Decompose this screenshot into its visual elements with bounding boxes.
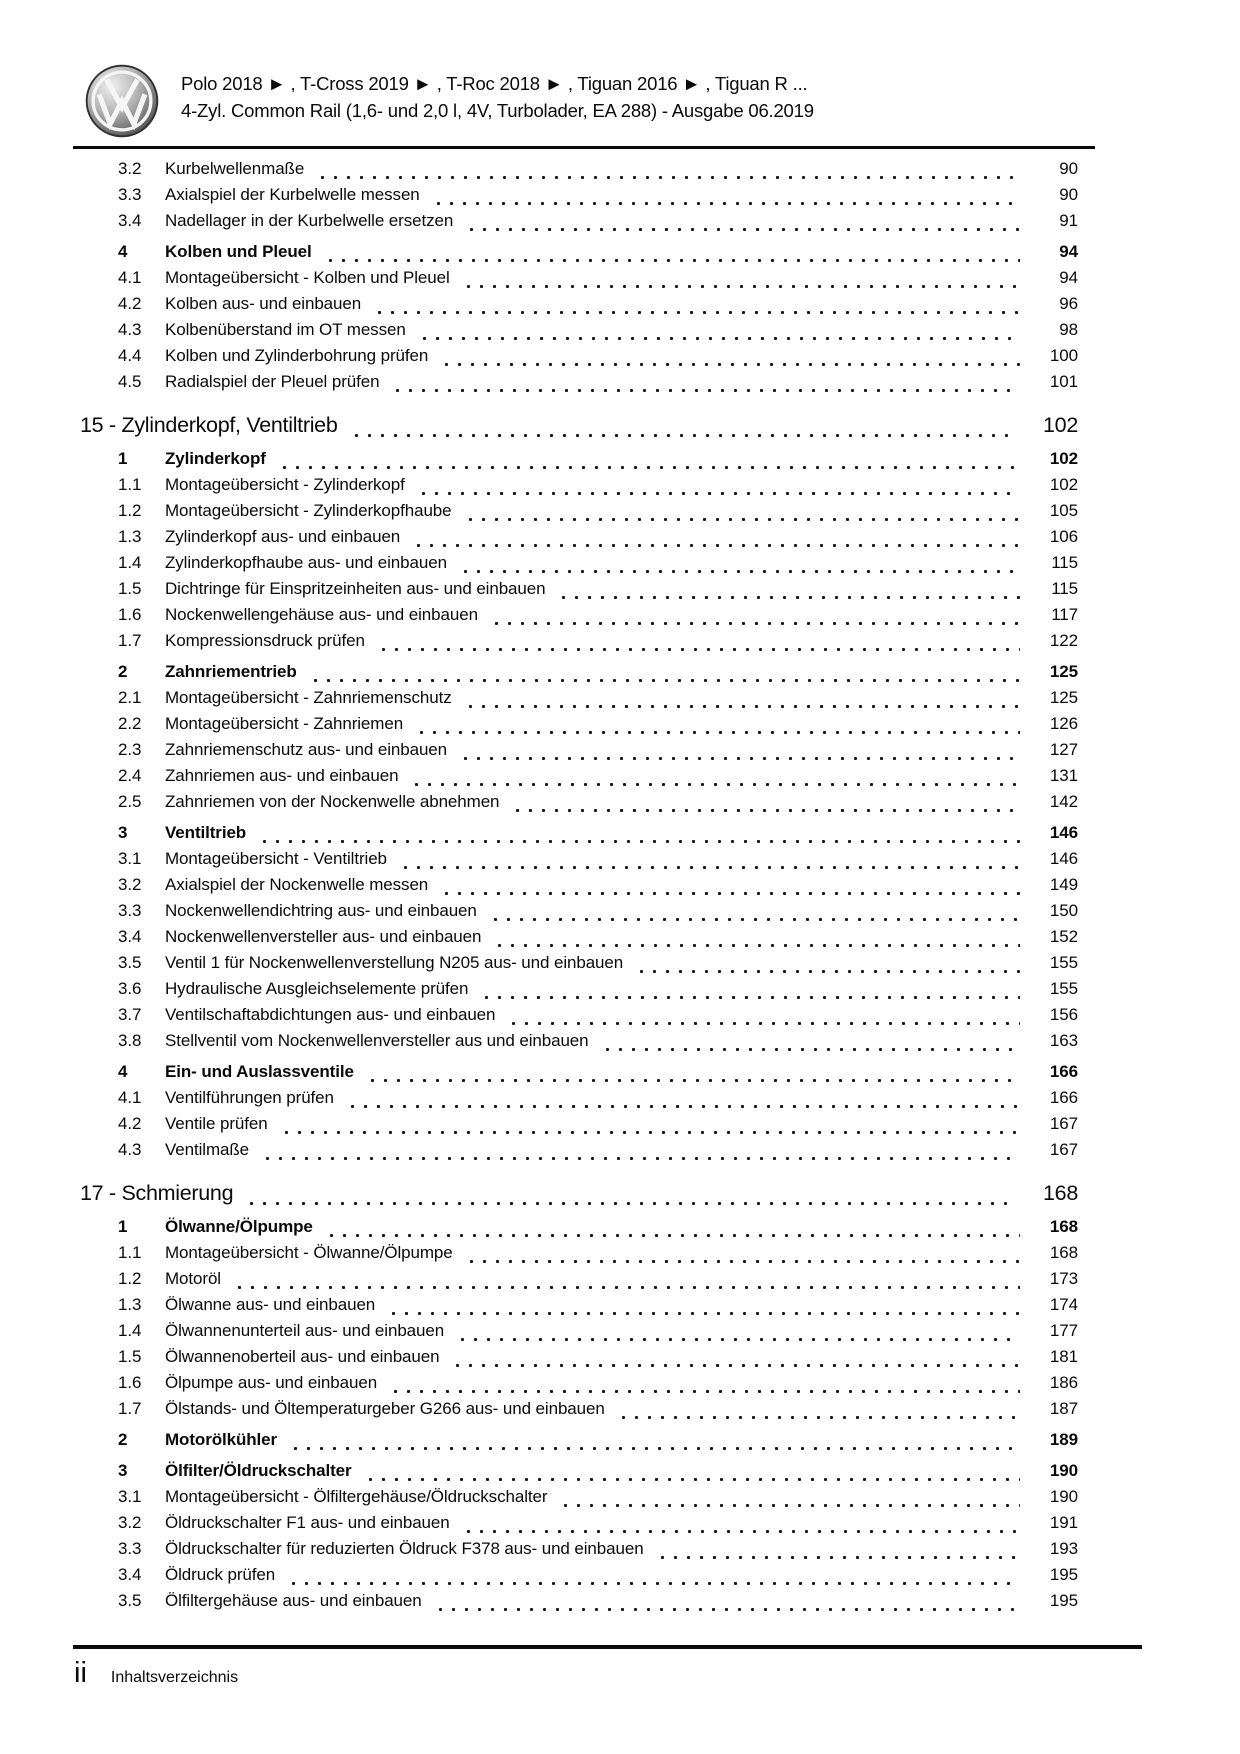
- toc-chapter-row: [80, 410, 1078, 441]
- toc-entry-page-number: 152: [1049, 927, 1078, 946]
- toc-entry: [118, 628, 1078, 654]
- toc-entry-number: 1.6: [118, 1373, 142, 1392]
- header-engine-line: 4-Zyl. Common Rail (1,6- und 2,0 l, 4V, Turbolader, EA 288) - Ausgabe 06.2019: [181, 100, 814, 121]
- toc-entry-title: Ventil 1 für Nockenwellenverstellung N205 aus- und einbauen: [165, 953, 624, 972]
- dot-leader: [440, 363, 1020, 366]
- dot-leader: [387, 1312, 1020, 1315]
- toc-entry-number: 4.3: [118, 320, 142, 339]
- toc-entry-title: Ölwanne/Ölpumpe: [165, 1217, 313, 1236]
- toc-entry-title: Ventiltrieb: [165, 823, 247, 842]
- header-model-line: Polo 2018 ► , T-Cross 2019 ► , T-Roc 2018 ► , Tiguan 2016 ► , Tiguan R ...: [181, 73, 808, 94]
- toc-entry-number: 3.8: [118, 1031, 142, 1050]
- dot-leader: [258, 840, 1020, 843]
- toc-entry-page-number: 126: [1049, 714, 1078, 733]
- toc-entry-number: 2.2: [118, 714, 142, 733]
- toc-entry-number: 3.7: [118, 1005, 142, 1024]
- dot-leader: [324, 259, 1020, 262]
- dot-leader: [346, 1105, 1020, 1108]
- toc-entry-title: Kompressionsdruck prüfen: [165, 631, 365, 650]
- toc-entry-title: Zylinderkopfhaube aus- und einbauen: [165, 553, 447, 572]
- toc-entry-number: 3.2: [118, 159, 142, 178]
- toc-entry-title: Zylinderkopf aus- und einbauen: [165, 527, 401, 546]
- toc-entry-page-number: 106: [1049, 527, 1078, 546]
- toc-entry-number: 3.1: [118, 849, 142, 868]
- toc-entry-number: 3: [118, 1461, 128, 1480]
- toc-entry-page-number: 156: [1049, 1005, 1078, 1024]
- dot-leader: [289, 1447, 1020, 1450]
- toc-entry-number: 1: [118, 1217, 128, 1236]
- toc-entry: [118, 1085, 1078, 1111]
- dot-leader: [462, 1530, 1020, 1533]
- toc-entry-number: 2: [118, 662, 128, 681]
- toc-entry-title: Montageübersicht - Zylinderkopf: [165, 475, 405, 494]
- toc-entry-title: Motorölkühler: [165, 1430, 278, 1449]
- toc-entry-page-number: 187: [1049, 1399, 1078, 1418]
- toc-entry-number: 3.5: [118, 953, 142, 972]
- toc-entry-title: Ölwannenoberteil aus- und einbauen: [165, 1347, 440, 1366]
- toc-entry-page-number: 195: [1049, 1591, 1078, 1610]
- dot-leader: [410, 783, 1020, 786]
- toc-entry-number: 1.4: [118, 553, 142, 572]
- toc-entry: [118, 182, 1078, 208]
- toc-entry-page-number: 181: [1049, 1347, 1078, 1366]
- dot-leader: [415, 731, 1020, 734]
- toc-entry-title: Montageübersicht - Zahnriemenschutz: [165, 688, 452, 707]
- toc-chapter-title: 17 - Schmierung: [80, 1181, 234, 1205]
- toc-entry: [118, 1111, 1078, 1137]
- toc-entry-page-number: 146: [1049, 823, 1078, 842]
- toc-entry: [118, 1484, 1078, 1510]
- toc-entry-page-number: 91: [1059, 211, 1078, 230]
- dot-leader: [316, 176, 1020, 179]
- toc-entry-number: 1.3: [118, 1295, 142, 1314]
- toc-entry: [118, 1214, 1078, 1240]
- toc-entry: [118, 898, 1078, 924]
- dot-leader: [511, 809, 1020, 812]
- toc-entry: [118, 1266, 1078, 1292]
- toc-entry: [118, 1059, 1078, 1085]
- toc-entry: [118, 343, 1078, 369]
- toc-entry-title: Ölpumpe aus- und einbauen: [165, 1373, 378, 1392]
- dot-leader: [462, 285, 1020, 288]
- toc-entry-number: 4.5: [118, 372, 142, 391]
- toc-entry: [118, 789, 1078, 815]
- toc-entry: [118, 576, 1078, 602]
- toc-entry: [118, 1536, 1078, 1562]
- toc-entry: [118, 602, 1078, 628]
- toc-entry-title: Montageübersicht - Ölwanne/Ölpumpe: [165, 1243, 453, 1262]
- dot-leader: [489, 918, 1020, 921]
- toc-entry-number: 3.3: [118, 901, 142, 920]
- dot-leader: [373, 311, 1020, 314]
- toc-entry-number: 4: [118, 1062, 128, 1081]
- dot-leader: [280, 1131, 1020, 1134]
- toc-entry: [118, 239, 1078, 265]
- toc-entry: [118, 763, 1078, 789]
- toc-entry-title: Montageübersicht - Kolben und Pleuel: [165, 268, 450, 287]
- toc-entry-title: Ölfilter/Öldruckschalter: [165, 1461, 352, 1480]
- toc-entry: [118, 524, 1078, 550]
- toc-entry-page-number: 122: [1049, 631, 1078, 650]
- toc-entry-number: 3.1: [118, 1487, 142, 1506]
- dot-leader: [399, 866, 1020, 869]
- toc-entry-number: 4: [118, 242, 128, 261]
- toc-entry-page-number: 155: [1049, 979, 1078, 998]
- toc-entry-title: Montageübersicht - Ölfiltergehäuse/Öldruckschalter: [165, 1487, 548, 1506]
- toc-entry-title: Ein- und Auslassventile: [165, 1062, 354, 1081]
- toc-entry-page-number: 146: [1049, 849, 1078, 868]
- toc-entry-number: 1.6: [118, 605, 142, 624]
- toc-entry: [118, 1588, 1078, 1614]
- toc-chapter-page-number: 102: [1043, 413, 1078, 437]
- toc-entry-title: Axialspiel der Nockenwelle messen: [165, 875, 429, 894]
- toc-entry: [118, 1458, 1078, 1484]
- dot-leader: [465, 1260, 1020, 1263]
- toc-entry-title: Radialspiel der Pleuel prüfen: [165, 372, 380, 391]
- toc-entry-title: Kolbenüberstand im OT messen: [165, 320, 406, 339]
- toc-entry-page-number: 127: [1049, 740, 1078, 759]
- toc-entry-number: 4.2: [118, 1114, 142, 1133]
- dot-leader: [464, 705, 1020, 708]
- toc-entry: [118, 208, 1078, 234]
- toc-entry-title: Montageübersicht - Ventiltrieb: [165, 849, 387, 868]
- toc-entry-page-number: 142: [1049, 792, 1078, 811]
- toc-entry: [118, 1002, 1078, 1028]
- toc-entry-title: Zahnriemenschutz aus- und einbauen: [165, 740, 448, 759]
- toc-entry-page-number: 166: [1049, 1088, 1078, 1107]
- toc-entry-page-number: 191: [1049, 1513, 1078, 1532]
- toc-entry: [118, 1427, 1078, 1453]
- dot-leader: [233, 1286, 1020, 1289]
- toc-entry: [118, 1028, 1078, 1054]
- toc-entry-number: 1.1: [118, 475, 142, 494]
- toc-entry-title: Motoröl: [165, 1269, 221, 1288]
- toc-entry-page-number: 149: [1049, 875, 1078, 894]
- footer-section-label: Inhaltsverzeichnis: [110, 1669, 239, 1686]
- toc-entry-title: Ventilmaße: [165, 1140, 250, 1159]
- toc-entry: [118, 846, 1078, 872]
- toc-entry-number: 3.5: [118, 1591, 142, 1610]
- toc-entry-page-number: 195: [1049, 1565, 1078, 1584]
- dot-leader: [440, 892, 1020, 895]
- dot-leader: [617, 1416, 1020, 1419]
- toc-entry-title: Zahnriemen von der Nockenwelle abnehmen: [165, 792, 500, 811]
- toc-entry-page-number: 90: [1059, 159, 1078, 178]
- toc-entry: [118, 472, 1078, 498]
- toc-entry: [118, 446, 1078, 472]
- page-footer: [74, 1656, 238, 1690]
- toc-entry-page-number: 131: [1049, 766, 1078, 785]
- toc-entry-page-number: 101: [1049, 372, 1078, 391]
- toc-entry-title: Öldruckschalter F1 aus- und einbauen: [165, 1513, 450, 1532]
- toc-entry-number: 1.7: [118, 1399, 142, 1418]
- toc-entry: [118, 1510, 1078, 1536]
- toc-entry-number: 1.2: [118, 501, 142, 520]
- toc-entry-number: 4.2: [118, 294, 142, 313]
- toc-entry: [118, 1137, 1078, 1163]
- toc-entry: [118, 291, 1078, 317]
- toc-entry-title: Ventile prüfen: [165, 1114, 268, 1133]
- toc-entry: [118, 1240, 1078, 1266]
- toc-entry-page-number: 100: [1049, 346, 1078, 365]
- toc-entry-title: Nadellager in der Kurbelwelle ersetzen: [165, 211, 454, 230]
- dot-leader: [451, 1364, 1020, 1367]
- toc-entry-page-number: 102: [1049, 449, 1078, 468]
- toc-entry-number: 3.3: [118, 185, 142, 204]
- dot-leader: [417, 492, 1020, 495]
- toc-entry-title: Nockenwellengehäuse aus- und einbauen: [165, 605, 478, 624]
- toc-entry: [118, 872, 1078, 898]
- toc-entry: [118, 976, 1078, 1002]
- toc-entry-page-number: 125: [1049, 662, 1078, 681]
- toc-entry-number: 3.2: [118, 875, 142, 894]
- toc-entry-page-number: 167: [1049, 1114, 1078, 1133]
- dot-leader: [434, 1608, 1020, 1611]
- toc-entry-page-number: 193: [1049, 1539, 1078, 1558]
- toc-entry-title: Kurbelwellenmaße: [165, 159, 305, 178]
- toc-entry-title: Kolben aus- und einbauen: [165, 294, 362, 313]
- toc-entry-number: 2.5: [118, 792, 142, 811]
- toc-entry-title: Ölwannenunterteil aus- und einbauen: [165, 1321, 445, 1340]
- toc-entry-title: Axialspiel der Kurbelwelle messen: [165, 185, 420, 204]
- toc-entry: [118, 317, 1078, 343]
- toc-entry-title: Hydraulische Ausgleichselemente prüfen: [165, 979, 469, 998]
- toc-entry-number: 1.5: [118, 579, 142, 598]
- toc-entry-number: 4.3: [118, 1140, 142, 1159]
- toc-entry: [118, 1292, 1078, 1318]
- toc-entry: [118, 659, 1078, 685]
- toc-entry-title: Ölwanne aus- und einbauen: [165, 1295, 376, 1314]
- toc-entry-number: 3.4: [118, 927, 142, 946]
- vw-logo-icon: [85, 64, 159, 138]
- dot-leader: [601, 1048, 1020, 1051]
- toc-entry-number: 1.1: [118, 1243, 142, 1262]
- dot-leader: [656, 1556, 1020, 1559]
- toc-entry-number: 2.1: [118, 688, 142, 707]
- toc-entry-page-number: 186: [1049, 1373, 1078, 1392]
- toc-entry: [118, 156, 1078, 182]
- toc-entry-title: Ölfiltergehäuse aus- und einbauen: [165, 1591, 422, 1610]
- toc-entry-page-number: 163: [1049, 1031, 1078, 1050]
- dot-leader: [350, 434, 1017, 437]
- dot-leader: [389, 1390, 1020, 1393]
- toc-entry-title: Nockenwellendichtring aus- und einbauen: [165, 901, 477, 920]
- toc-entry-number: 4.1: [118, 1088, 142, 1107]
- header-divider: [73, 146, 1095, 149]
- dot-leader: [261, 1157, 1020, 1160]
- toc-entry-title: Kolben und Pleuel: [165, 242, 312, 261]
- toc-entry-title: Zahnriementrieb: [165, 662, 297, 681]
- toc-entry: [118, 1396, 1078, 1422]
- toc-entry-number: 1.7: [118, 631, 142, 650]
- toc-entry-number: 1.3: [118, 527, 142, 546]
- dot-leader: [309, 679, 1020, 682]
- toc-entry-number: 4.4: [118, 346, 142, 365]
- toc-entry-page-number: 167: [1049, 1140, 1078, 1159]
- toc-entry-number: 3.4: [118, 1565, 142, 1584]
- toc-entry-number: 2: [118, 1430, 128, 1449]
- dot-leader: [432, 202, 1020, 205]
- document-header: [85, 64, 814, 138]
- dot-leader: [278, 466, 1020, 469]
- dot-leader: [635, 970, 1020, 973]
- toc-entry: [118, 950, 1078, 976]
- toc-entry-number: 1: [118, 449, 128, 468]
- toc-entry-page-number: 115: [1051, 553, 1078, 572]
- toc-entry-number: 1.2: [118, 1269, 142, 1288]
- dot-leader: [364, 1478, 1020, 1481]
- toc-entry-title: Zylinderkopf: [165, 449, 266, 468]
- toc-entry-title: Zahnriemen aus- und einbauen: [165, 766, 399, 785]
- toc-entry-title: Ventilführungen prüfen: [165, 1088, 334, 1107]
- dot-leader: [459, 757, 1020, 760]
- toc-entry: [118, 1370, 1078, 1396]
- toc-entry-title: Ölstands- und Öltemperaturgeber G266 aus- und einbauen: [165, 1399, 605, 1418]
- toc-entry-number: 2.4: [118, 766, 142, 785]
- toc-entry-number: 1.4: [118, 1321, 142, 1340]
- dot-leader: [287, 1582, 1020, 1585]
- toc-entry-page-number: 189: [1049, 1430, 1078, 1449]
- dot-leader: [507, 1022, 1020, 1025]
- dot-leader: [412, 544, 1020, 547]
- toc-entry-page-number: 190: [1049, 1461, 1078, 1480]
- toc-entry-page-number: 115: [1051, 579, 1078, 598]
- toc-entry-title: Öldruckschalter für reduzierten Öldruck F378 aus- und einbauen: [165, 1539, 644, 1558]
- dot-leader: [490, 622, 1020, 625]
- toc-entry-page-number: 168: [1049, 1243, 1078, 1262]
- toc-entry-page-number: 117: [1051, 605, 1078, 624]
- toc-entry: [118, 1318, 1078, 1344]
- toc-entry: [118, 924, 1078, 950]
- toc-entry-page-number: 166: [1049, 1062, 1078, 1081]
- dot-leader: [325, 1234, 1020, 1237]
- toc-chapter-page-number: 168: [1043, 1181, 1078, 1205]
- toc-entry: [118, 498, 1078, 524]
- toc-chapter-row: [80, 1178, 1078, 1209]
- toc-entry-number: 3.4: [118, 211, 142, 230]
- toc-entry-title: Stellventil vom Nockenwellenversteller aus und einbauen: [165, 1031, 589, 1050]
- footer-divider: [73, 1645, 1142, 1649]
- toc-entry-page-number: 105: [1049, 501, 1078, 520]
- toc-entry-title: Ventilschaftabdichtungen aus- und einbauen: [165, 1005, 496, 1024]
- toc-entry-page-number: 168: [1049, 1217, 1078, 1236]
- toc-entry: [118, 550, 1078, 576]
- toc-entry-page-number: 173: [1049, 1269, 1078, 1288]
- toc-entry-number: 1.5: [118, 1347, 142, 1366]
- toc-entry: [118, 369, 1078, 395]
- toc-entry-number: 3.2: [118, 1513, 142, 1532]
- toc-entry: [118, 711, 1078, 737]
- dot-leader: [245, 1202, 1016, 1205]
- toc-entry-page-number: 94: [1059, 242, 1078, 261]
- footer-page-number: ii: [74, 1657, 87, 1689]
- dot-leader: [456, 1338, 1020, 1341]
- dot-leader: [493, 944, 1020, 947]
- toc-entry-number: 2.3: [118, 740, 142, 759]
- toc-entry-page-number: 94: [1059, 268, 1078, 287]
- toc-entry-page-number: 125: [1049, 688, 1078, 707]
- toc-entry-page-number: 190: [1049, 1487, 1078, 1506]
- dot-leader: [480, 996, 1020, 999]
- toc-entry: [118, 265, 1078, 291]
- dot-leader: [366, 1079, 1020, 1082]
- toc-entry-title: Kolben und Zylinderbohrung prüfen: [165, 346, 429, 365]
- toc-chapter-title: 15 - Zylinderkopf, Ventiltrieb: [80, 413, 338, 437]
- table-of-contents: [80, 156, 1078, 1614]
- toc-entry-number: 3: [118, 823, 128, 842]
- dot-leader: [391, 389, 1020, 392]
- toc-entry-page-number: 98: [1059, 320, 1078, 339]
- toc-entry-title: Montageübersicht - Zylinderkopfhaube: [165, 501, 452, 520]
- toc-entry-page-number: 177: [1049, 1321, 1078, 1340]
- toc-entry-number: 3.6: [118, 979, 142, 998]
- toc-entry-title: Dichtringe für Einspritzeinheiten aus- und einbauen: [165, 579, 546, 598]
- toc-entry-page-number: 174: [1049, 1295, 1078, 1314]
- toc-entry-title: Montageübersicht - Zahnriemen: [165, 714, 404, 733]
- toc-entry-page-number: 102: [1049, 475, 1078, 494]
- dot-leader: [559, 1504, 1020, 1507]
- toc-entry: [118, 1562, 1078, 1588]
- toc-entry-page-number: 150: [1049, 901, 1078, 920]
- toc-entry-title: Öldruck prüfen: [165, 1565, 276, 1584]
- dot-leader: [459, 570, 1020, 573]
- dot-leader: [557, 596, 1020, 599]
- toc-entry-page-number: 96: [1059, 294, 1078, 313]
- toc-entry: [118, 820, 1078, 846]
- toc-entry-page-number: 90: [1059, 185, 1078, 204]
- dot-leader: [418, 337, 1020, 340]
- dot-leader: [464, 518, 1020, 521]
- toc-entry-number: 4.1: [118, 268, 142, 287]
- toc-entry: [118, 685, 1078, 711]
- dot-leader: [465, 228, 1020, 231]
- toc-entry: [118, 737, 1078, 763]
- toc-entry: [118, 1344, 1078, 1370]
- dot-leader: [377, 648, 1020, 651]
- toc-entry-title: Nockenwellenversteller aus- und einbauen: [165, 927, 482, 946]
- toc-entry-page-number: 155: [1049, 953, 1078, 972]
- toc-entry-number: 3.3: [118, 1539, 142, 1558]
